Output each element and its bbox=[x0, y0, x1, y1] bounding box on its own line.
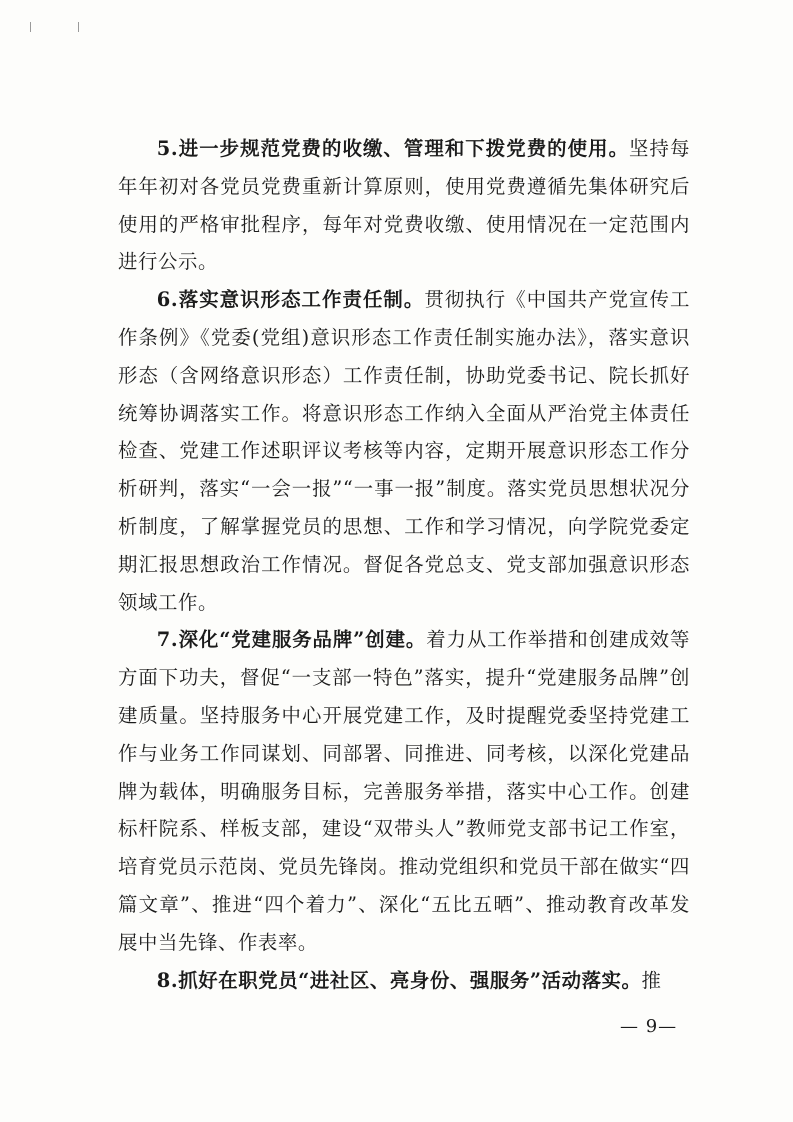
paragraph-6 bbox=[118, 281, 690, 621]
scan-mark bbox=[30, 22, 31, 32]
page-number: — 9— bbox=[620, 1016, 678, 1037]
paragraph-8 bbox=[118, 962, 690, 1000]
paragraph-heading: 8.抓好在职党员“进社区、亮身份、强服务”活动落实。 bbox=[156, 968, 642, 992]
paragraph-5 bbox=[118, 130, 690, 281]
document-body bbox=[118, 130, 690, 999]
paragraph-heading: 7.深化“党建服务品牌”创建。 bbox=[156, 628, 427, 652]
scan-mark bbox=[78, 22, 79, 32]
paragraph-text: 坚持每年年初对各党员党费重新计算原则，使用党费遵循先集体研究后使用的严格审批程序，每年对党费收缴、使用情况在一定范围内进行公示。 bbox=[118, 137, 690, 274]
paragraph-text: 推 bbox=[641, 968, 662, 992]
paragraph-heading: 5.进一步规范党费的收缴、管理和下拨党费的使用。 bbox=[156, 137, 630, 160]
paragraph-heading: 6.落实意识形态工作责任制。 bbox=[156, 288, 425, 312]
paragraph-text: 贯彻执行《中国共产党宣传工作条例》《党委(党组)意识形态工作责任制实施办法》，落实意识形态（含网络意识形态）工作责任制，协助党委书记、院长抓好统筹协调落实工作。将意识形态工作纳入全面从严治党主体责任检查、党建工作述职评议考核等内容，定期开展意识形态工作分析研判，落实“一会一报”“一事一报”制度。落实党员思想状况分析制度，了解掌握党员的思想、工作和学习情况，向学院党委定期汇报思想政治工作情况。督促各党总支、党支部加强意识形态领域工作。 bbox=[118, 288, 690, 614]
paragraph-7 bbox=[118, 621, 690, 961]
paragraph-text: 着力从工作举措和创建成效等方面下功夫，督促“一支部一特色”落实，提升“党建服务品牌”创建质量。坚持服务中心开展党建工作，及时提醒党委坚持党建工作与业务工作同谋划、同部署、同推进、同考核，以深化党建品牌为载体，明确服务目标，完善服务举措，落实中心工作。创建标杆院系、样板支部，建设“双带头人”教师党支部书记工作室，培育党员示范岗、党员先锋岗。推动党组织和党员干部在做实“四篇文章”、推进“四个着力”、深化“五比五晒”、推动教育改革发展中当先锋、作表率。 bbox=[118, 628, 690, 954]
